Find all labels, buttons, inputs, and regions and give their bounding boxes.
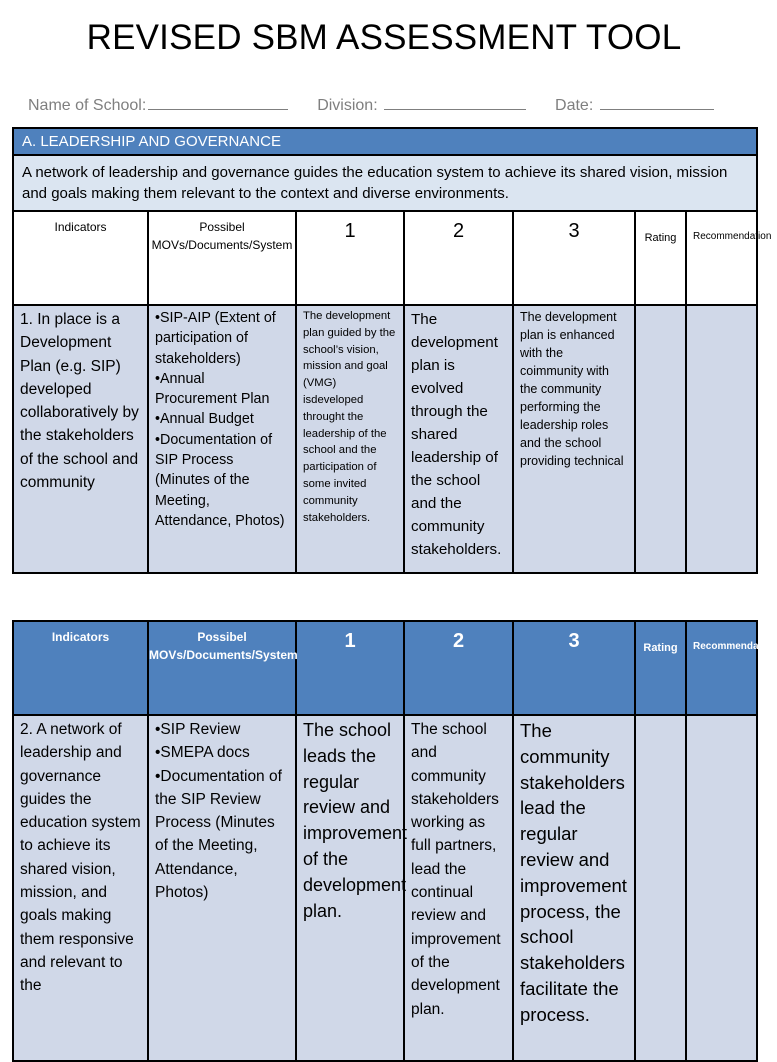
level-1-cell: The development plan guided by the school’s vision, mission and goal (VMG) isdeveloped throught the leadership of the school and the participation of some invited community stakeholders. bbox=[296, 305, 404, 573]
table-row bbox=[13, 715, 757, 1061]
division-blank[interactable] bbox=[384, 95, 526, 110]
division-label: Division: bbox=[317, 97, 378, 114]
header-level-2: 2 bbox=[404, 211, 513, 305]
rating-cell[interactable] bbox=[635, 715, 686, 1061]
header-level-2: 2 bbox=[404, 621, 513, 715]
school-info-line bbox=[28, 95, 714, 115]
indicator-cell: 1. In place is a Development Plan (e.g. SIP) developed collaboratively by the stakeholders of the school and community bbox=[13, 305, 148, 573]
header-movs: Possibel MOVs/Documents/System bbox=[148, 621, 296, 715]
date-blank[interactable] bbox=[600, 95, 714, 110]
recommendation-cell[interactable] bbox=[686, 715, 757, 1061]
page-title: REVISED SBM ASSESSMENT TOOL bbox=[86, 18, 682, 57]
level-1-cell: The school leads the regular review and improvement of the development plan. bbox=[296, 715, 404, 1061]
section-title: A. LEADERSHIP AND GOVERNANCE bbox=[13, 128, 757, 155]
movs-cell: •SIP Review •SMEPA docs •Documentation of the SIP Review Process (Minutes of the Meeting, Attendance, Photos) bbox=[148, 715, 296, 1061]
school-name-blank[interactable] bbox=[148, 95, 288, 110]
header-recommendation: Recommendation bbox=[686, 621, 757, 715]
school-name-label: Name of School: bbox=[28, 97, 147, 114]
header-indicators: Indicators bbox=[13, 211, 148, 305]
header-level-1: 1 bbox=[296, 621, 404, 715]
header-rating: Rating bbox=[635, 211, 686, 305]
movs-cell: •SIP-AIP (Extent of participation of stakeholders) •Annual Procurement Plan •Annual Budget •Documentation of SIP Process (Minutes of the Meeting, Attendance, Photos) bbox=[148, 305, 296, 573]
header-movs: Possibel MOVs/Documents/System bbox=[148, 211, 296, 305]
table-row bbox=[13, 305, 757, 573]
level-2-cell: The development plan is evolved through the shared leadership of the school and the community stakeholders. bbox=[404, 305, 513, 573]
date-label: Date: bbox=[555, 97, 594, 114]
assessment-table-1 bbox=[12, 127, 772, 574]
header-level-1: 1 bbox=[296, 211, 404, 305]
header-recommendation: Recommendation bbox=[686, 211, 757, 305]
level-2-cell: The school and community stakeholders working as full partners, lead the continual review and improvement of the development plan. bbox=[404, 715, 513, 1061]
indicator-cell: 2. A network of leadership and governance guides the education system to achieve its shared vision, mission, and goals making them responsive and relevant to the bbox=[13, 715, 148, 1061]
section-description: A network of leadership and governance guides the education system to achieve its shared vision, mission and goals making them relevant to the context and diverse environments. bbox=[13, 155, 757, 211]
assessment-table-2 bbox=[12, 620, 777, 1062]
recommendation-cell[interactable] bbox=[686, 305, 757, 573]
header-indicators: Indicators bbox=[13, 621, 148, 715]
header-level-3: 3 bbox=[513, 211, 635, 305]
level-3-cell: The development plan is enhanced with the coimmunity with the community performing the leadership roles and the school providing technical bbox=[513, 305, 635, 573]
header-level-3: 3 bbox=[513, 621, 635, 715]
header-rating: Rating bbox=[635, 621, 686, 715]
rating-cell[interactable] bbox=[635, 305, 686, 573]
level-3-cell: The community stakeholders lead the regular review and improvement process, the school stakeholders facilitate the process. bbox=[513, 715, 635, 1061]
